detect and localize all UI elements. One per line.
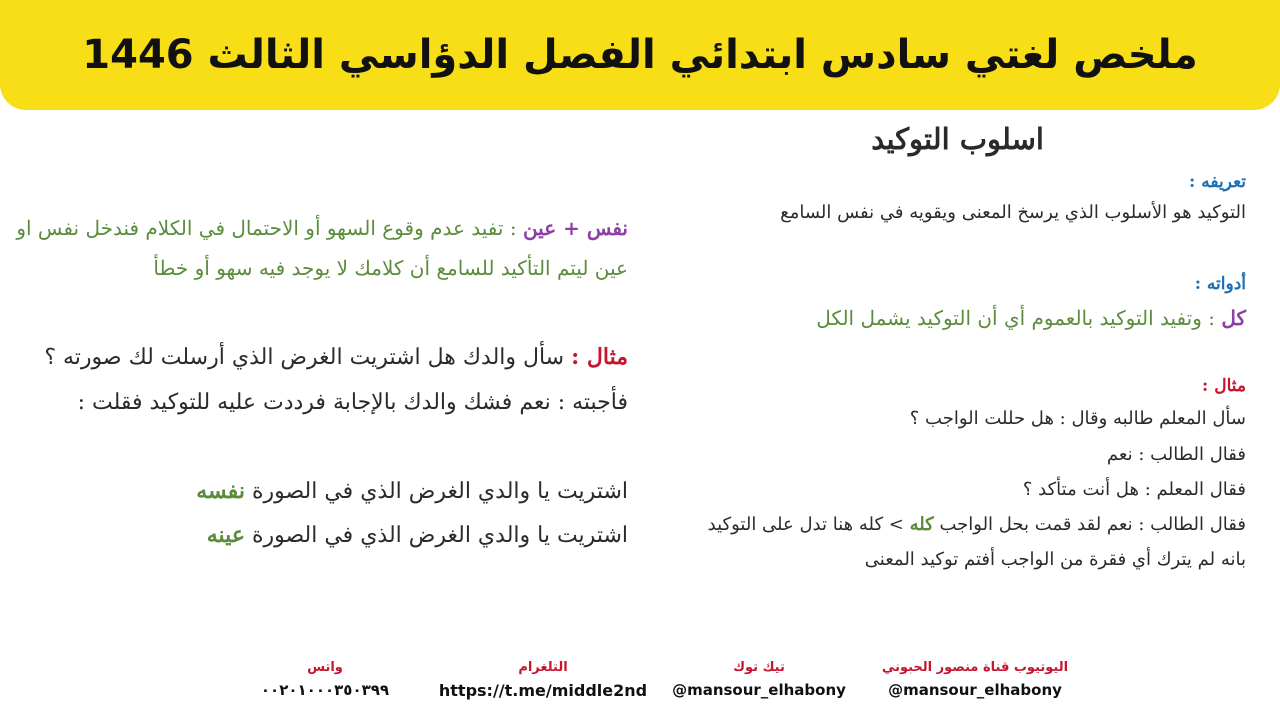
left-example-line-1 xyxy=(44,344,628,370)
page-title: ملخص لغتي سادس ابتدائي الفصل الدؤاسي الثالث 1446 xyxy=(82,32,1198,78)
right-example-line-4 xyxy=(708,514,1246,535)
sentence1-text: اشتريت يا والدي الغرض الذي في الصورة xyxy=(244,479,628,504)
line4-part-b: > كله هنا تدل على التوكيد xyxy=(707,514,910,535)
footer-youtube xyxy=(880,660,1070,699)
whatsapp-label: واتس xyxy=(307,660,343,675)
right-example-label: مثال : xyxy=(1202,376,1246,396)
footer-tiktok xyxy=(664,660,854,699)
telegram-link[interactable]: https://t.me/middle2nd xyxy=(438,681,648,700)
line4-kulluh: كله xyxy=(909,514,934,535)
left-example-line-2: فأجبته : نعم فشك والدك بالإجابة فرددت عليه للتوكيد فقلت : xyxy=(77,390,628,415)
right-example-line-1: سأل المعلم طالبه وقال : هل حللت الواجب ؟ xyxy=(909,408,1246,429)
telegram-label: التلغرام xyxy=(518,660,568,675)
footer-whatsapp xyxy=(240,660,410,699)
left-example-text-1: سأل والدك هل اشتريت الغرض الذي أرسلت لك صورته ؟ xyxy=(44,345,572,370)
right-example-line-5: بانه لم يترك أي فقرة من الواجب أفتم توكيد المعنى xyxy=(864,549,1246,570)
sentence2-emphasis: عينه xyxy=(206,522,245,548)
kul-word: كل xyxy=(1221,306,1246,330)
tiktok-label: تيك توك xyxy=(733,660,785,675)
footer-telegram xyxy=(438,660,648,700)
nafs-label: نفس + عين xyxy=(522,216,628,240)
kul-text: : وتفيد التوكيد بالعموم أي أن التوكيد يشمل الكل xyxy=(816,306,1222,330)
definition-label: تعريفه : xyxy=(1189,172,1246,192)
sentence-nafsuh xyxy=(196,478,628,504)
left-example-label: مثال : xyxy=(571,344,628,370)
tiktok-handle[interactable]: @mansour_elhabony xyxy=(672,681,846,699)
youtube-handle[interactable]: @mansour_elhabony xyxy=(888,681,1062,699)
right-example-line-3: فقال المعلم : هل أنت متأكد ؟ xyxy=(1022,479,1246,500)
title-banner xyxy=(0,0,1280,110)
sentence1-emphasis: نفسه xyxy=(196,478,245,504)
kul-definition xyxy=(816,306,1246,330)
sentence2-text: اشتريت يا والدي الغرض الذي في الصورة xyxy=(244,523,628,548)
nafs-line-2: عين ليتم التأكيد للسامع أن كلامك لا يوجد فيه سهو أو خطأ xyxy=(153,256,628,280)
tools-label: أدواته : xyxy=(1194,274,1246,294)
definition-text: التوكيد هو الأسلوب الذي يرسخ المعنى ويقويه في نفس السامع xyxy=(780,202,1246,223)
line4-part-a: فقال الطالب : نعم لقد قمت بحل الواجب xyxy=(933,514,1246,535)
sentence-aynuh xyxy=(207,522,628,548)
section-heading: اسلوب التوكيد xyxy=(871,122,1044,156)
nafs-line-1 xyxy=(16,216,628,240)
nafs-text-1: : تفيد عدم وقوع السهو أو الاحتمال في الكلام فندخل نفس او xyxy=(16,216,523,240)
youtube-label: اليوتيوب قناة منصور الحبوني xyxy=(881,660,1069,675)
right-example-line-2: فقال الطالب : نعم xyxy=(1106,444,1246,465)
whatsapp-number[interactable]: ٠٠٢٠١٠٠٠٣٥٠٣٩٩ xyxy=(260,681,390,699)
